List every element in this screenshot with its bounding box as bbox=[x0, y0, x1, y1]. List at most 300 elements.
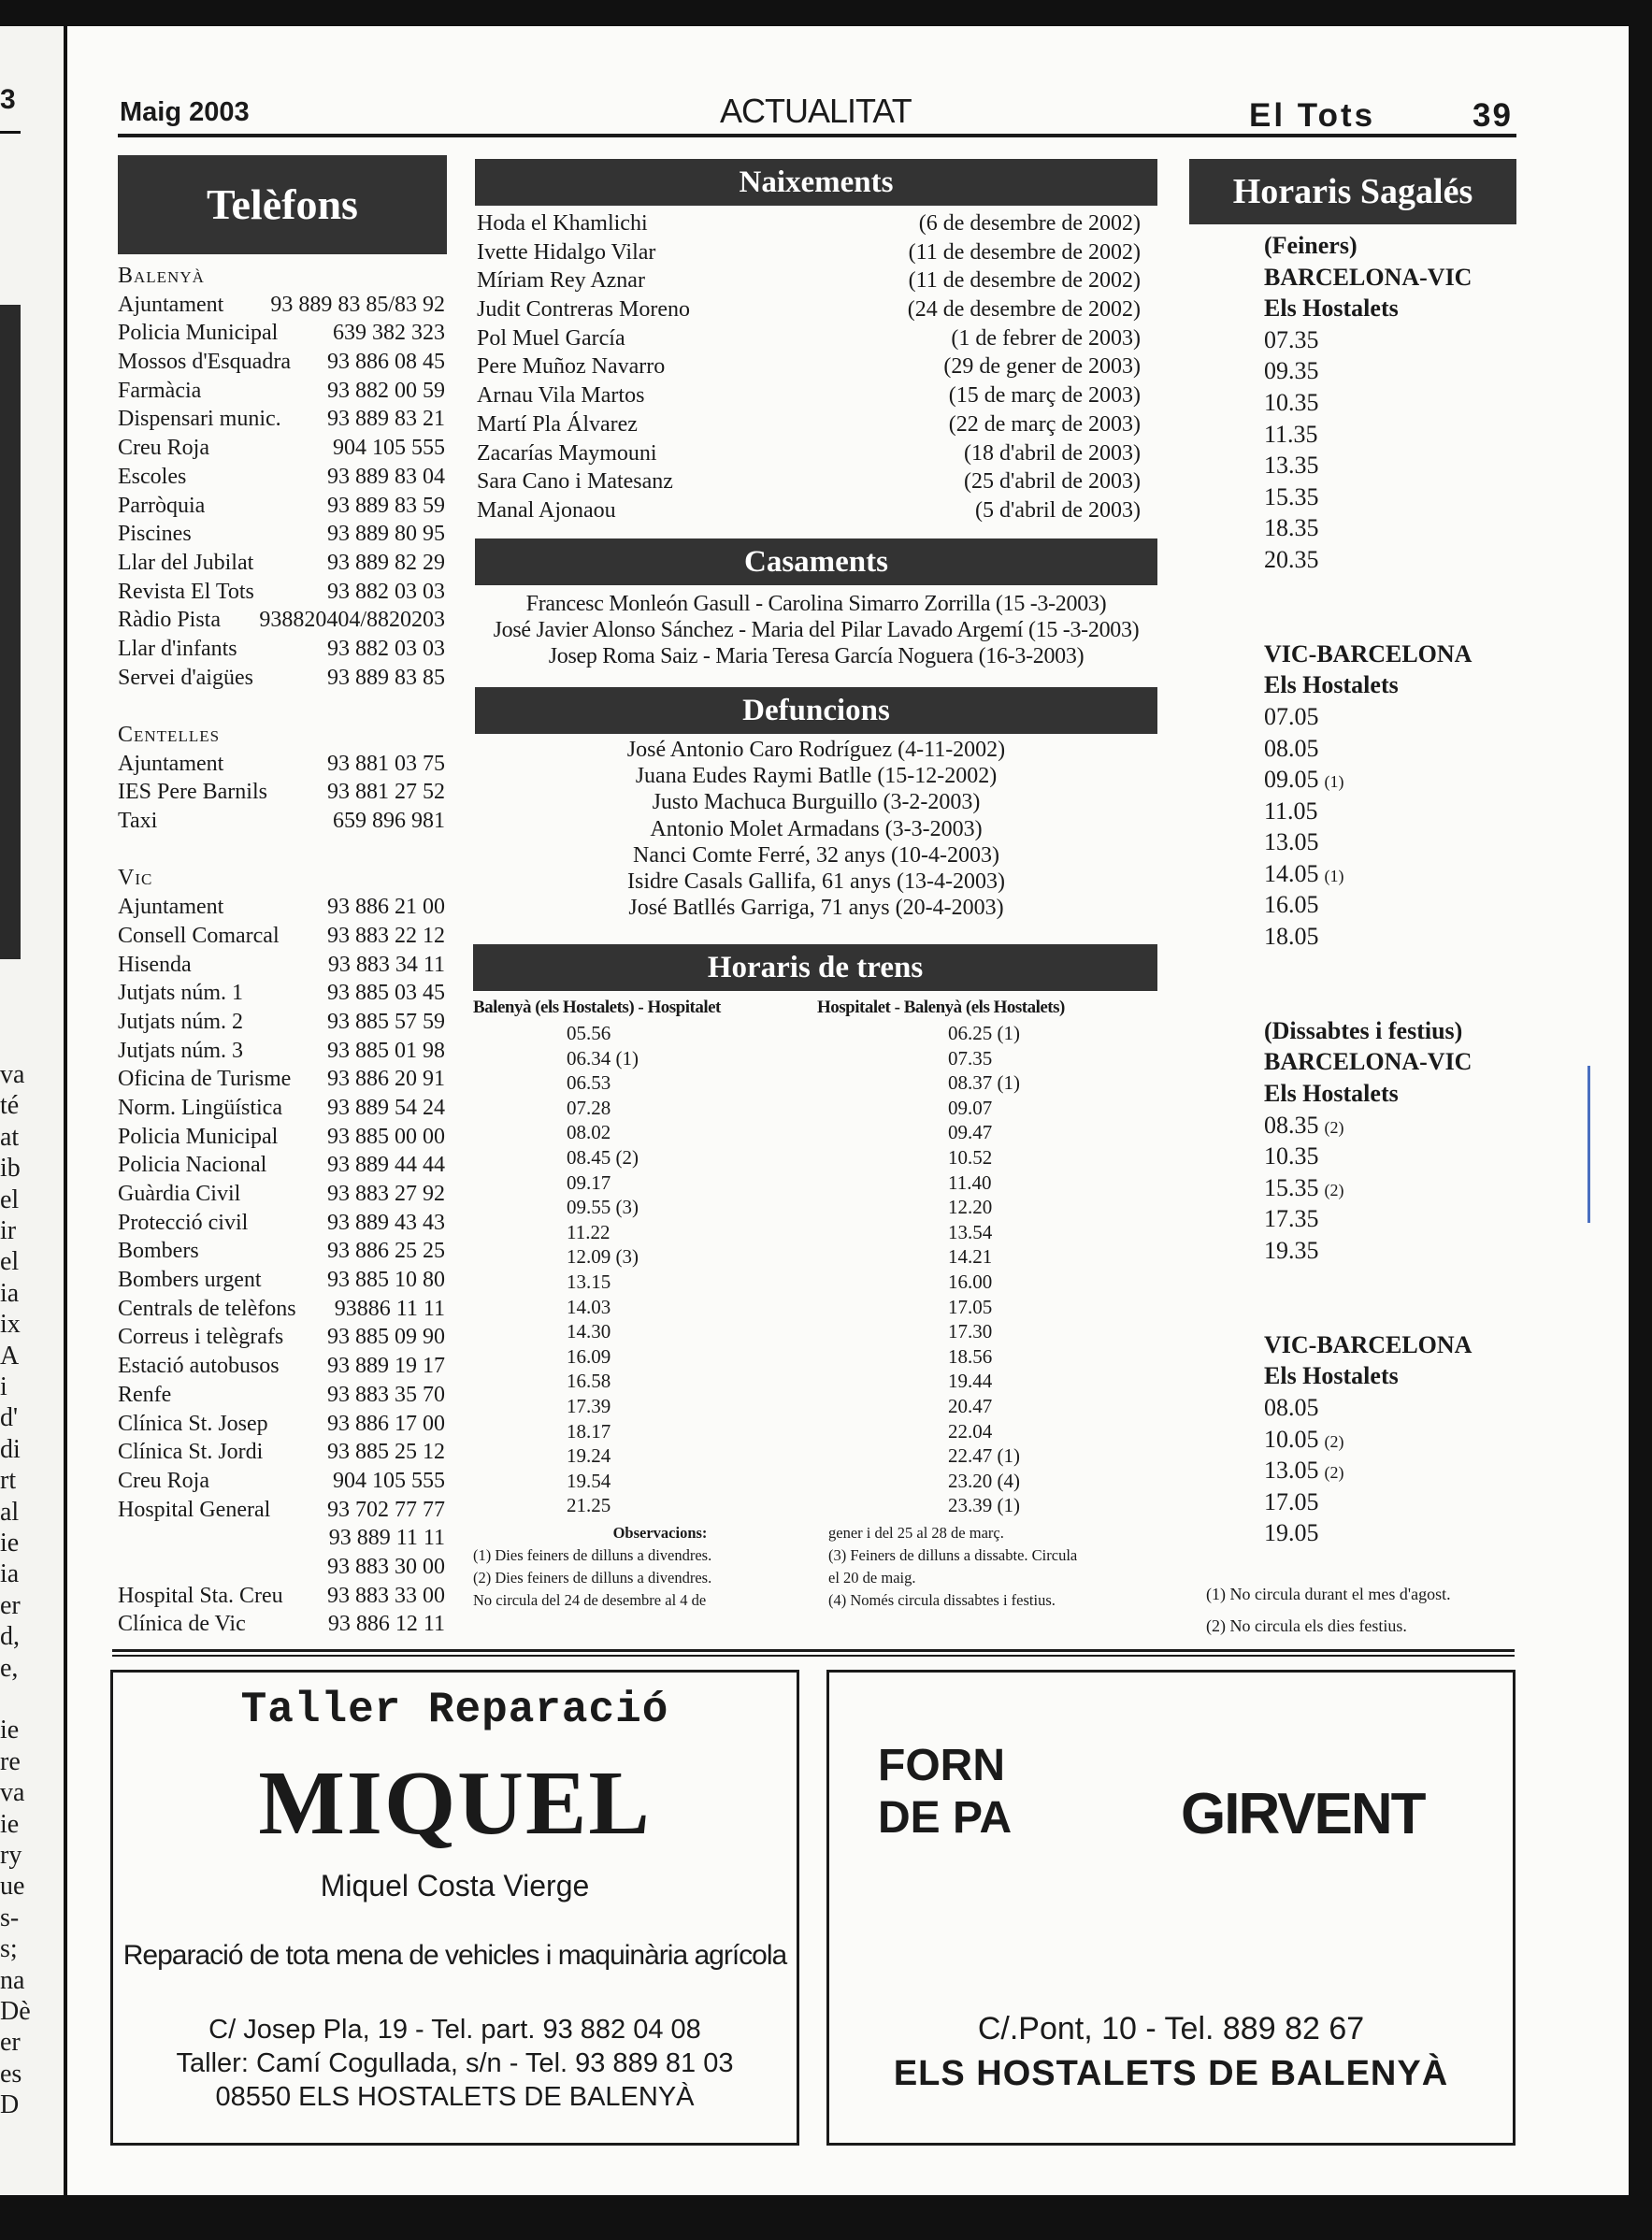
birth-name: Martí Pla Álvarez bbox=[477, 411, 638, 437]
spacer bbox=[1264, 1298, 1526, 1329]
adjacent-text-line: ib bbox=[0, 1154, 21, 1184]
schedule-text: Els Hostalets bbox=[1264, 1080, 1399, 1108]
schedule-text: 20.35 bbox=[1264, 545, 1319, 573]
phones-group-heading: Balenyà bbox=[118, 264, 205, 288]
adjacent-text-line: re bbox=[0, 1746, 21, 1776]
birth-date: (11 de desembre de 2002) bbox=[908, 268, 1141, 294]
phone-entry bbox=[118, 1524, 445, 1553]
schedule-note-ref: (2) bbox=[1324, 1431, 1344, 1451]
phone-entry-name: Hospital General bbox=[118, 1497, 271, 1522]
section-title: ACTUALITAT bbox=[720, 92, 912, 130]
train-time: 14.03 bbox=[567, 1295, 611, 1318]
phone-entry bbox=[118, 377, 445, 406]
phone-entry-number: 93 889 11 11 bbox=[328, 1526, 445, 1551]
adjacent-text-line: ie bbox=[0, 1529, 20, 1558]
spacer bbox=[1264, 984, 1526, 1015]
schedule-time bbox=[1264, 1517, 1526, 1549]
spacer bbox=[118, 836, 445, 865]
phone-entry bbox=[118, 1410, 445, 1439]
train-time: 08.45 (2) bbox=[567, 1145, 639, 1169]
schedule-text: (Feiners) bbox=[1264, 232, 1358, 259]
ad-forn-town: ELS HOSTALETS DE BALENYÀ bbox=[893, 2054, 1449, 2093]
phone-entry-number: 93 889 83 04 bbox=[327, 464, 445, 489]
adjacent-text-line: ie bbox=[0, 1809, 20, 1839]
schedule-text: 11.35 bbox=[1264, 420, 1318, 448]
phone-entry-number: 93 882 00 59 bbox=[327, 378, 445, 403]
train-time: 16.09 bbox=[567, 1344, 611, 1368]
schedule-note-ref: (2) bbox=[1324, 1180, 1344, 1199]
phone-entry bbox=[118, 578, 445, 607]
adjacent-text-line: na bbox=[0, 1965, 25, 1995]
schedule-text: 10.35 bbox=[1264, 388, 1319, 416]
schedule-text: 09.35 bbox=[1264, 357, 1319, 385]
phone-entry-number: 639 382 323 bbox=[333, 321, 445, 346]
phone-entry bbox=[118, 893, 445, 922]
train-time: 20.47 bbox=[948, 1394, 993, 1417]
death-entry: Antonio Molet Armadans (3-3-2003) bbox=[650, 816, 983, 841]
phones-group-heading: Centelles bbox=[118, 723, 221, 747]
pen-mark bbox=[1587, 1066, 1590, 1223]
schedule-text: 13.05 bbox=[1264, 828, 1319, 856]
adjacent-text-line: va bbox=[0, 1778, 25, 1808]
phone-entry-name: Policia Municipal bbox=[118, 321, 279, 346]
adjacent-text-line: s; bbox=[0, 1934, 18, 1964]
ad-taller-tagline: Reparació de tota mena de vehicles i maquinària agrícola bbox=[122, 1940, 787, 1971]
header-rule bbox=[118, 134, 1516, 137]
birth-date: (6 de desembre de 2002) bbox=[918, 211, 1141, 236]
adjacent-text-line: A bbox=[0, 1341, 20, 1371]
birth-date: (11 de desembre de 2002) bbox=[908, 239, 1141, 265]
phone-entry bbox=[118, 1008, 445, 1037]
train-time: 23.20 (4) bbox=[948, 1469, 1020, 1492]
adjacent-text-line: d' bbox=[0, 1403, 19, 1433]
phone-entry bbox=[118, 922, 445, 951]
birth-date: (22 de març de 2003) bbox=[948, 411, 1141, 437]
adjacent-text-line: s- bbox=[0, 1903, 20, 1932]
phone-entry-number: 93 886 12 11 bbox=[327, 1612, 445, 1637]
sagales-banner: Horaris Sagalés bbox=[1189, 159, 1516, 224]
spacer bbox=[1264, 953, 1526, 984]
schedule-text: 13.05 bbox=[1264, 1457, 1319, 1485]
schedule-time bbox=[1264, 387, 1526, 419]
phone-entry bbox=[118, 1295, 445, 1324]
train-time: 09.47 bbox=[948, 1121, 993, 1144]
death-entry: Nanci Comte Ferré, 32 anys (10-4-2003) bbox=[633, 842, 999, 868]
schedule-footnote: (1) No circula durant el mes d'agost. bbox=[1206, 1585, 1451, 1603]
birth-name: Zacarías Maymouni bbox=[477, 440, 657, 466]
train-time: 10.52 bbox=[948, 1145, 993, 1169]
adjacent-header-rule bbox=[0, 131, 21, 134]
phone-entry-name: Creu Roja bbox=[118, 1468, 209, 1493]
spacer bbox=[1264, 576, 1526, 608]
schedule-heading bbox=[1264, 669, 1526, 701]
death-entry: Justo Machuca Burguillo (3-2-2003) bbox=[652, 790, 981, 815]
train-time: 08.02 bbox=[567, 1121, 611, 1144]
birth-name: Judit Contreras Moreno bbox=[477, 297, 690, 323]
phone-entry-name bbox=[118, 1553, 314, 1582]
schedule-text: 15.35 bbox=[1264, 482, 1319, 510]
phone-entry-number: 93 889 44 44 bbox=[327, 1153, 445, 1178]
phone-entry-name: Guàrdia Civil bbox=[118, 1182, 241, 1206]
phone-entry-name: Bombers bbox=[118, 1239, 199, 1264]
train-time: 09.17 bbox=[567, 1170, 611, 1194]
phone-entry bbox=[118, 1180, 445, 1209]
phone-entry-number: 93 889 83 85 bbox=[327, 665, 445, 690]
phone-entry-name: Renfe bbox=[118, 1382, 172, 1407]
schedule-time bbox=[1264, 419, 1526, 451]
ads-top-rule bbox=[112, 1649, 1515, 1652]
schedule-heading bbox=[1264, 1078, 1526, 1110]
phone-entry bbox=[118, 1266, 445, 1295]
adjacent-text-line: rt bbox=[0, 1466, 17, 1496]
phone-entry-name: Parròquia bbox=[118, 493, 206, 518]
schedule-text: 10.05 bbox=[1264, 1425, 1319, 1453]
schedule-text: BARCELONA-VIC bbox=[1264, 1048, 1472, 1076]
phone-entry-number: 93 889 83 85/83 92 bbox=[270, 292, 445, 317]
phone-entry-number: 93 886 25 25 bbox=[327, 1239, 445, 1264]
phone-entry-number: 904 105 555 bbox=[333, 1468, 445, 1493]
page-number: 39 bbox=[1472, 97, 1513, 134]
phone-entry-number: 93 886 08 45 bbox=[327, 350, 445, 375]
train-time: 18.17 bbox=[567, 1419, 611, 1443]
phone-entry-name: Centrals de telèfons bbox=[118, 1296, 296, 1321]
death-entry: Juana Eudes Raymi Batlle (15-12-2002) bbox=[635, 764, 998, 789]
birth-date: (24 de desembre de 2002) bbox=[907, 297, 1141, 323]
schedule-note-ref: (2) bbox=[1324, 1117, 1344, 1137]
schedule-time bbox=[1264, 764, 1526, 796]
phone-entry-name: Jutjats núm. 3 bbox=[118, 1038, 244, 1063]
phone-entry-number: 93 889 80 95 bbox=[327, 522, 445, 547]
phone-entry-number: 93886 11 11 bbox=[334, 1296, 445, 1321]
ad-forn-line1: FORN bbox=[878, 1741, 1005, 1790]
phone-entry-name: Revista El Tots bbox=[118, 579, 254, 604]
birth-entry bbox=[477, 410, 1141, 439]
adjacent-text-line: va bbox=[0, 1060, 25, 1089]
schedule-time bbox=[1264, 1203, 1526, 1235]
phone-entry-name: Creu Roja bbox=[118, 436, 209, 461]
phone-entry bbox=[118, 492, 445, 521]
birth-entry bbox=[477, 266, 1141, 295]
train-time: 16.00 bbox=[948, 1270, 993, 1293]
observation-line: el 20 de maig. bbox=[828, 1569, 916, 1587]
phone-entry-number: 93 889 54 24 bbox=[327, 1095, 445, 1120]
trains-observations-right bbox=[828, 1522, 1156, 1612]
schedule-time bbox=[1264, 1141, 1526, 1172]
adjacent-text-line: al bbox=[0, 1497, 20, 1527]
magazine-title: El Tots bbox=[1249, 97, 1376, 134]
adjacent-text-line: D bbox=[0, 2090, 20, 2120]
schedule-time bbox=[1264, 733, 1526, 765]
birth-entry bbox=[477, 324, 1141, 353]
birth-name: Hoda el Khamlichi bbox=[477, 211, 648, 236]
birth-entry bbox=[477, 238, 1141, 267]
phone-entry-number: 93 881 03 75 bbox=[327, 751, 445, 776]
birth-name: Pol Muel García bbox=[477, 325, 625, 351]
observation-line: No circula del 24 de desembre al 4 de bbox=[473, 1591, 707, 1609]
schedule-text: 13.35 bbox=[1264, 452, 1319, 480]
phone-entry-number: 93 889 83 59 bbox=[327, 493, 445, 518]
phone-entry-number: 93 883 33 00 bbox=[327, 1583, 445, 1608]
phone-entry-number: 93 886 20 91 bbox=[327, 1067, 445, 1092]
schedule-heading bbox=[1264, 639, 1526, 670]
phone-entry-number: 904 105 555 bbox=[333, 436, 445, 461]
phone-entry-number: 93 889 19 17 bbox=[327, 1354, 445, 1379]
death-entry: Isidre Casals Gallifa, 61 anys (13-4-2003) bbox=[627, 869, 1005, 894]
train-time: 09.55 (3) bbox=[567, 1196, 639, 1219]
birth-name: Pere Muñoz Navarro bbox=[477, 354, 666, 380]
birth-name: Míriam Rey Aznar bbox=[477, 268, 645, 294]
phone-entry bbox=[118, 664, 445, 693]
phone-entry bbox=[118, 1610, 445, 1639]
phone-entry-number: 93 883 35 70 bbox=[327, 1382, 445, 1407]
phone-entry bbox=[118, 1352, 445, 1381]
train-time: 14.21 bbox=[948, 1245, 993, 1269]
ad-taller-owner: Miquel Costa Vierge bbox=[320, 1869, 590, 1903]
phone-entry-name: Correus i telègrafs bbox=[118, 1325, 284, 1350]
birth-entry bbox=[477, 381, 1141, 410]
schedule-text: 18.05 bbox=[1264, 923, 1319, 951]
birth-entry bbox=[477, 295, 1141, 324]
phone-entry-number: 93 883 34 11 bbox=[327, 952, 445, 977]
phone-entry-name: Llar d'infants bbox=[118, 636, 237, 661]
schedule-heading bbox=[1264, 1046, 1526, 1078]
schedule-text: 09.05 bbox=[1264, 766, 1319, 794]
schedule-text: 19.35 bbox=[1264, 1237, 1319, 1264]
schedule-time bbox=[1264, 921, 1526, 953]
phones-list bbox=[118, 262, 445, 1639]
phone-entry-number: 93 885 25 12 bbox=[327, 1440, 445, 1465]
schedule-time bbox=[1264, 889, 1526, 921]
adjacent-text-line: er bbox=[0, 1590, 21, 1620]
schedule-text: VIC-BARCELONA bbox=[1264, 639, 1472, 668]
schedule-time bbox=[1264, 1110, 1526, 1142]
phone-entry bbox=[118, 348, 445, 377]
phone-entry-number: 93 886 21 00 bbox=[327, 895, 445, 920]
schedule-text: 08.05 bbox=[1264, 1393, 1319, 1421]
trains-table bbox=[473, 995, 1157, 1518]
train-time: 11.22 bbox=[567, 1220, 611, 1243]
phone-entry bbox=[118, 1582, 445, 1611]
ad-taller-address2: Taller: Camí Cogullada, s/n - Tel. 93 889 81 03 bbox=[176, 2048, 734, 2078]
train-time: 13.15 bbox=[567, 1270, 611, 1293]
spacer bbox=[1264, 1267, 1526, 1299]
trains-col-outbound bbox=[473, 995, 817, 1518]
train-time: 19.44 bbox=[948, 1370, 993, 1393]
phone-entry-number: 93 889 43 43 bbox=[327, 1210, 445, 1235]
phone-entry bbox=[118, 1065, 445, 1094]
phone-entry-name: Bombers urgent bbox=[118, 1268, 262, 1293]
schedule-time bbox=[1264, 1235, 1526, 1267]
phone-entry-name: Mossos d'Esquadra bbox=[118, 350, 291, 375]
train-time: 05.56 bbox=[567, 1022, 611, 1044]
trains-observations-left bbox=[473, 1522, 791, 1612]
adjacent-text-line: ir bbox=[0, 1216, 17, 1245]
birth-date: (5 d'abril de 2003) bbox=[975, 497, 1141, 523]
phone-entry-name: Hospital Sta. Creu bbox=[118, 1583, 283, 1608]
phone-entry-number: 93 885 57 59 bbox=[327, 1009, 445, 1034]
phone-entry-name: Ajuntament bbox=[118, 895, 224, 920]
birth-entry bbox=[477, 496, 1141, 525]
issue-date: Maig 2003 bbox=[120, 97, 250, 127]
phone-entry-name: Ràdio Pista bbox=[118, 608, 222, 633]
schedule-time bbox=[1264, 1486, 1526, 1518]
phone-entry bbox=[118, 1209, 445, 1238]
ads-top-rule-2 bbox=[112, 1655, 1515, 1657]
train-time: 21.25 bbox=[567, 1494, 611, 1517]
adjacent-text-line: el bbox=[0, 1247, 20, 1277]
spacer bbox=[118, 692, 445, 721]
schedule-text: 11.05 bbox=[1264, 797, 1318, 825]
phone-entry-name: Farmàcia bbox=[118, 378, 202, 403]
adjacent-text-line: ix bbox=[0, 1310, 21, 1340]
phone-entry bbox=[118, 1094, 445, 1123]
adjacent-text-line: di bbox=[0, 1434, 21, 1464]
schedule-time bbox=[1264, 796, 1526, 827]
schedule-footnote: (2) No circula els dies festius. bbox=[1206, 1616, 1407, 1635]
train-time: 16.58 bbox=[567, 1370, 611, 1393]
schedule-note-ref: (1) bbox=[1324, 772, 1344, 792]
trains-col-return bbox=[817, 995, 1157, 1518]
phone-entry-name: Dispensari munic. bbox=[118, 407, 281, 432]
schedule-time bbox=[1264, 1424, 1526, 1456]
schedule-time bbox=[1264, 826, 1526, 858]
sagales-schedules bbox=[1264, 230, 1526, 1549]
phone-entry-number: 93 883 30 00 bbox=[327, 1554, 445, 1579]
phone-entry-number: 93 885 00 00 bbox=[327, 1124, 445, 1149]
observation-line: gener i del 25 al 28 de març. bbox=[828, 1524, 1004, 1542]
adjacent-photo-fragment bbox=[0, 305, 21, 959]
phone-entry bbox=[118, 549, 445, 578]
adjacent-text-line: e, bbox=[0, 1653, 19, 1683]
adjacent-text-line: er bbox=[0, 2028, 21, 2058]
train-time: 09.07 bbox=[948, 1096, 993, 1119]
phone-entry bbox=[118, 520, 445, 549]
phone-entry-number: 938820404/8820203 bbox=[259, 608, 445, 633]
schedule-text: 15.35 bbox=[1264, 1173, 1319, 1201]
phone-entry bbox=[118, 1237, 445, 1266]
phone-entry bbox=[118, 1496, 445, 1525]
schedule-time bbox=[1264, 544, 1526, 576]
phone-entry-name: Escoles bbox=[118, 464, 187, 489]
schedule-text: 19.05 bbox=[1264, 1519, 1319, 1547]
phone-entry-name: Taxi bbox=[118, 809, 158, 834]
adjacent-text-line: ie bbox=[0, 1716, 20, 1745]
schedule-time bbox=[1264, 858, 1526, 890]
train-time: 06.53 bbox=[567, 1071, 611, 1095]
phone-entry bbox=[118, 319, 445, 348]
schedule-text: 18.35 bbox=[1264, 514, 1319, 542]
train-time: 18.56 bbox=[948, 1344, 993, 1368]
phone-entry-number: 93 885 03 45 bbox=[327, 981, 445, 1006]
ad-taller-address3: 08550 ELS HOSTALETS DE BALENYÀ bbox=[215, 2082, 695, 2112]
phone-entry-name: Consell Comarcal bbox=[118, 923, 280, 948]
phone-entry bbox=[118, 1323, 445, 1352]
wedding-entry: Josep Roma Saiz - Maria Teresa García Noguera (16-3-2003) bbox=[548, 644, 1085, 668]
phone-entry-name: Clínica de Vic bbox=[118, 1612, 246, 1637]
phone-entry-name: Estació autobusos bbox=[118, 1354, 280, 1379]
trains-banner: Horaris de trens bbox=[473, 944, 1157, 991]
phone-entry-name: Policia Nacional bbox=[118, 1153, 267, 1178]
schedule-heading bbox=[1264, 1329, 1526, 1361]
birth-date: (1 de febrer de 2003) bbox=[951, 325, 1141, 351]
adjacent-text-line: el bbox=[0, 1185, 20, 1214]
wedding-entry: Francesc Monleón Gasull - Carolina Simarro Zorrilla (15 -3-2003) bbox=[525, 592, 1107, 616]
train-time: 23.39 (1) bbox=[948, 1494, 1020, 1517]
schedule-text: 08.05 bbox=[1264, 734, 1319, 762]
adjacent-text-line: té bbox=[0, 1091, 20, 1121]
phone-entry-number: 93 889 83 21 bbox=[327, 407, 445, 432]
ad-forn-name: GIRVENT bbox=[1181, 1782, 1425, 1846]
schedule-time bbox=[1264, 481, 1526, 513]
phone-entry-name: IES Pere Barnils bbox=[118, 780, 267, 805]
schedule-heading bbox=[1264, 1015, 1526, 1047]
birth-name: Sara Cano i Matesanz bbox=[477, 469, 673, 495]
deaths-banner: Defuncions bbox=[475, 687, 1157, 734]
train-time: 22.04 bbox=[948, 1419, 993, 1443]
train-time: 14.30 bbox=[567, 1320, 611, 1343]
weddings-list bbox=[475, 591, 1157, 669]
schedule-time bbox=[1264, 1392, 1526, 1424]
phone-entry bbox=[118, 979, 445, 1008]
schedule-note-ref: (2) bbox=[1324, 1463, 1344, 1483]
phone-entry-number: 93 881 27 52 bbox=[327, 780, 445, 805]
train-time: 12.09 (3) bbox=[567, 1245, 639, 1269]
wedding-entry: José Javier Alonso Sánchez - Maria del Pilar Lavado Argemí (15 -3-2003) bbox=[493, 618, 1140, 642]
adjacent-page-number: 3 bbox=[0, 84, 16, 115]
train-time: 17.30 bbox=[948, 1320, 993, 1343]
adjacent-text-line: d, bbox=[0, 1622, 20, 1652]
observation-line: (3) Feiners de dilluns a dissabte. Circula bbox=[828, 1546, 1078, 1564]
observation-line: (1) Dies feiners de dilluns a divendres. bbox=[473, 1546, 712, 1564]
train-time: 12.20 bbox=[948, 1196, 993, 1219]
phone-entry-number: 93 883 27 92 bbox=[327, 1182, 445, 1206]
adjacent-text-line: ry bbox=[0, 1841, 22, 1870]
schedule-heading bbox=[1264, 1360, 1526, 1392]
spacer bbox=[1264, 607, 1526, 639]
phone-entry bbox=[118, 807, 445, 836]
schedule-text: Els Hostalets bbox=[1264, 1362, 1399, 1390]
schedule-text: 17.35 bbox=[1264, 1205, 1319, 1233]
phone-entry-name bbox=[118, 1524, 314, 1553]
phone-entry bbox=[118, 405, 445, 434]
phone-entry-name: Jutjats núm. 1 bbox=[118, 981, 244, 1006]
birth-name: Arnau Vila Martos bbox=[477, 383, 645, 409]
train-time: 17.05 bbox=[948, 1295, 993, 1318]
phone-entry bbox=[118, 750, 445, 779]
trains-col1-header: Balenyà (els Hostalets) - Hospitalet bbox=[473, 998, 721, 1017]
phone-entry-number: 93 885 10 80 bbox=[327, 1268, 445, 1293]
schedule-time bbox=[1264, 512, 1526, 544]
ad-taller-miquel bbox=[110, 1670, 799, 2146]
deaths-list bbox=[475, 737, 1157, 921]
observation-line: (2) Dies feiners de dilluns a divendres. bbox=[473, 1569, 712, 1587]
observation-line: (4) Només circula dissabtes i festius. bbox=[828, 1591, 1056, 1609]
ad-forn-girvent bbox=[826, 1670, 1516, 2146]
schedule-time bbox=[1264, 450, 1526, 481]
schedule-note-ref: (1) bbox=[1324, 866, 1344, 885]
train-time: 17.39 bbox=[567, 1394, 611, 1417]
schedule-text: (Dissabtes i festius) bbox=[1264, 1016, 1463, 1044]
train-time: 19.54 bbox=[567, 1469, 611, 1492]
phone-entry bbox=[118, 1037, 445, 1066]
phone-entry-name: Policia Municipal bbox=[118, 1124, 279, 1149]
birth-name: Manal Ajonaou bbox=[477, 497, 616, 523]
schedule-text: 07.35 bbox=[1264, 325, 1319, 353]
ad-taller-name: MIQUEL bbox=[258, 1753, 652, 1854]
phone-entry bbox=[118, 606, 445, 635]
schedule-text: 14.05 bbox=[1264, 859, 1319, 887]
schedule-time bbox=[1264, 1172, 1526, 1204]
